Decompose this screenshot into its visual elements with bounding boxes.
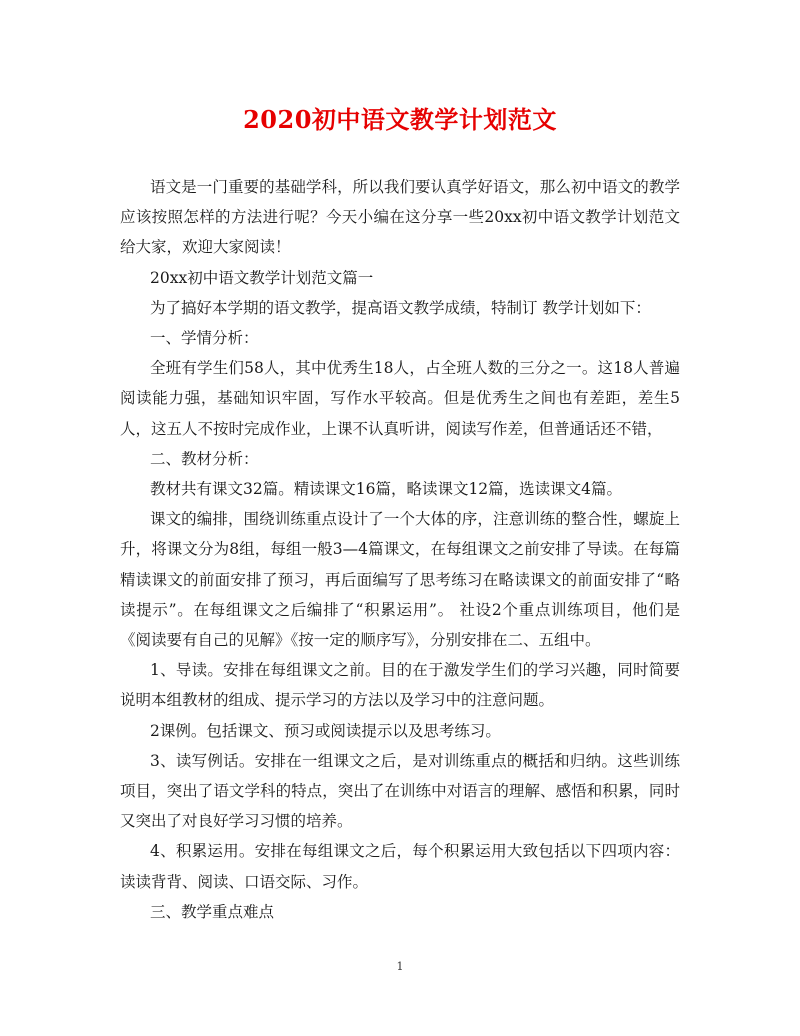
page-number: 1	[396, 960, 404, 973]
paragraph-textbook-count: 教材共有课文32篇。精读课文16篇，略读课文12篇，选读课文4篇。	[150, 480, 623, 499]
heading-textbook-analysis: 二、教材分析：	[150, 449, 259, 468]
paragraph-student-analysis: 全班有学生们58人，其中优秀生18人，占全班人数的三分之一。这18人普遍阅读能力强，基础知识牢固，写作水平较高。但是优秀生之间也有差距，差生5人，这五人不按时完成作业，上课不认真听讲，阅读写作差，但普通话还不错，	[120, 359, 680, 438]
page-title: 2020初中语文教学计划范文	[243, 105, 557, 134]
paragraph-item-lessons: 2课例。包括课文、预习或阅读提示以及思考练习。	[150, 721, 501, 740]
paragraph-intro: 语文是一门重要的基础学科，所以我们要认真学好语文，那么初中语文的教学应该按照怎样的方法进行呢？今天小编在这分享一些20xx初中语文教学计划范文给大家，欢迎大家阅读！	[120, 178, 680, 257]
paragraph-textbook-structure: 课文的编排，围绕训练重点设计了一个大体的序，注意训练的整合性，螺旋上升，将课文分为8组，每组一般3—4篇课文，在每组课文之前安排了导读。在每篇精读课文的前面安排了预习，再后面编写了思考练习在略读课文的前面安排了“略读提示”。在每组课文之后编排了“积累运用”。 社设2个重点训练项目，他们是《阅读要有自己的见解》《按一定的顺序写》，分别安排在二、五组中。	[120, 510, 680, 650]
section-heading-part-one: 20xx初中语文教学计划范文篇一	[150, 268, 374, 287]
paragraph-item-guide: 1、导读。安排在每组课文之前。目的在于激发学生们的学习兴趣，同时简要说明本组教材的组成、提示学习的方法以及学习中的注意问题。	[120, 661, 680, 710]
heading-key-difficulties: 三、教学重点难点	[150, 902, 275, 921]
document-body	[120, 172, 680, 927]
paragraph-item-accumulation: 4、积累运用。安排在每组课文之后，每个积累运用大致包括以下四项内容：读读背背、阅读、口语交际、习作。	[120, 842, 680, 891]
heading-student-analysis: 一、学情分析：	[150, 329, 259, 348]
paragraph-plan-intro: 为了搞好本学期的语文教学，提高语文教学成绩，特制订 教学计划如下：	[150, 298, 651, 317]
paragraph-item-reading-writing: 3、读写例话。安排在一组课文之后，是对训练重点的概括和归纳。这些训练项目，突出了语文学科的特点，突出了在训练中对语言的理解、感悟和积累，同时又突出了对良好学习习惯的培养。	[120, 751, 680, 831]
